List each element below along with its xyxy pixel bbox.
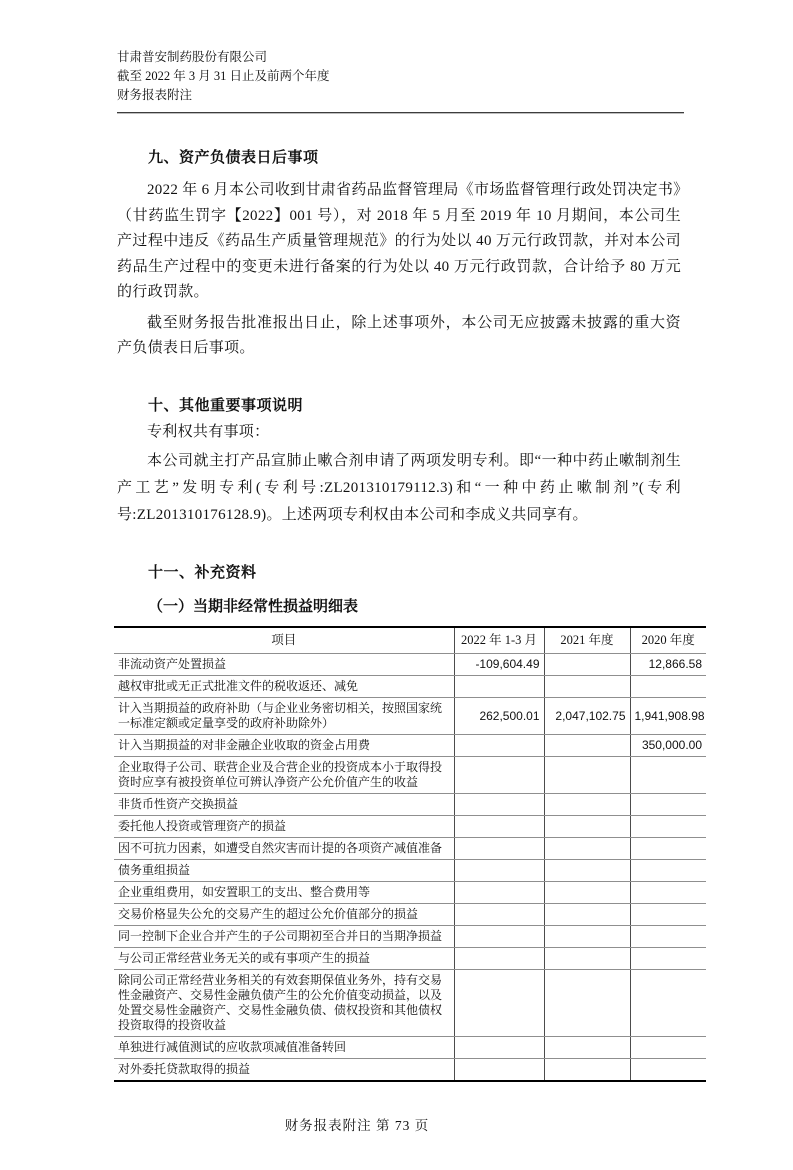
- table-row: [114, 838, 706, 860]
- table-row: [114, 757, 706, 794]
- value-2020-cell: [630, 926, 706, 948]
- value-2020-cell: [630, 1037, 706, 1059]
- value-2021-cell: [544, 860, 630, 882]
- value-2021-cell: [544, 882, 630, 904]
- value-2022-cell: -109,604.49: [454, 654, 544, 676]
- table-row: [114, 676, 706, 698]
- value-2021-cell: [544, 1037, 630, 1059]
- item-cell: 同一控制下企业合并产生的子公司期初至合并日的当期净损益: [114, 926, 454, 948]
- value-2022-cell: [454, 882, 544, 904]
- document-header: [117, 48, 684, 105]
- item-cell: 对外委托贷款取得的损益: [114, 1059, 454, 1082]
- value-2020-cell: 12,866.58: [630, 654, 706, 676]
- report-period: 截至 2022 年 3 月 31 日止及前两个年度: [117, 69, 330, 83]
- value-2021-cell: [544, 970, 630, 1037]
- value-2020-cell: [630, 860, 706, 882]
- column-header-2020: 2020 年度: [630, 627, 706, 654]
- value-2022-cell: [454, 1059, 544, 1082]
- item-cell: 除同公司正常经营业务相关的有效套期保值业务外，持有交易性金融资产、交易性金融负债产生的公允价值变动损益，以及处置交易性金融资产、交易性金融负债、债权投资和其他债权投资取得的投资收益: [114, 970, 454, 1037]
- value-2020-cell: [630, 1059, 706, 1082]
- value-2020-cell: [630, 970, 706, 1037]
- value-2021-cell: [544, 676, 630, 698]
- value-2021-cell: [544, 735, 630, 757]
- patent-sharing-label: 专利权共有事项：: [147, 423, 270, 440]
- value-2022-cell: [454, 816, 544, 838]
- doc-title: 财务报表附注: [117, 88, 193, 102]
- item-cell: 越权审批或无正式批准文件的税收返还、减免: [114, 676, 454, 698]
- item-cell: 债务重组损益: [114, 860, 454, 882]
- item-cell: 企业重组费用，如安置职工的支出、整合费用等: [114, 882, 454, 904]
- item-cell: 委托他人投资或管理资产的损益: [114, 816, 454, 838]
- table-row: [114, 860, 706, 882]
- company-name: 甘肃普安制药股份有限公司: [117, 50, 268, 64]
- table-row: [114, 904, 706, 926]
- value-2022-cell: [454, 757, 544, 794]
- section-9-paragraph-penalty: 2022 年 6 月本公司收到甘肃省药品监督管理局《市场监督管理行政处罚决定书》（甘药监生罚字【2022】001 号），对 2018 年 5 月至 2019 年 10 月期间，本公司生产过程中违反《药品生产质量管理规范》的行为处以 40 万元行政罚款，并对本公司药品生产过程中的变更未进行备案的行为处以 40 万元行政罚款，合计给予 80 万元的行政罚款。: [117, 182, 681, 300]
- value-2022-cell: [454, 676, 544, 698]
- value-2022-cell: [454, 1037, 544, 1059]
- value-2021-cell: [544, 948, 630, 970]
- column-header-2021: 2021 年度: [544, 627, 630, 654]
- item-cell: 与公司正常经营业务无关的或有事项产生的损益: [114, 948, 454, 970]
- value-2021-cell: [544, 904, 630, 926]
- table-row: [114, 882, 706, 904]
- table-row: [114, 654, 706, 676]
- item-cell: 企业取得子公司、联营企业及合营企业的投资成本小于取得投资时应享有被投资单位可辨认净资产公允价值产生的收益: [114, 757, 454, 794]
- table-row: [114, 794, 706, 816]
- value-2022-cell: [454, 860, 544, 882]
- item-cell: 交易价格显失公允的交易产生的超过公允价值部分的损益: [114, 904, 454, 926]
- value-2021-cell: [544, 1059, 630, 1082]
- value-2021-cell: 2,047,102.75: [544, 698, 630, 735]
- value-2022-cell: [454, 926, 544, 948]
- value-2020-cell: [630, 816, 706, 838]
- value-2022-cell: [454, 735, 544, 757]
- section-9-paragraph-no-other-events: 截至财务报告批准报出日止，除上述事项外，本公司无应披露未披露的重大资产负债表日后事项。: [117, 314, 681, 356]
- patent-paragraph: 本公司就主打产品宣肺止嗽合剂申请了两项发明专利。即“一种中药止嗽制剂生产工艺”发明专利(专利号:ZL201310179112.3)和“一种中药止嗽制剂”(专利号:ZL201310176128.9)。上述两项专利权由本公司和李成义共同享有。: [117, 453, 681, 523]
- document-page: [0, 48, 793, 1170]
- item-cell: 非流动资产处置损益: [114, 654, 454, 676]
- value-2022-cell: [454, 904, 544, 926]
- column-header-2022q1: 2022 年 1-3 月: [454, 627, 544, 654]
- table-header-row: [114, 627, 706, 654]
- value-2022-cell: [454, 794, 544, 816]
- header-divider-rule: [117, 112, 684, 114]
- value-2020-cell: 1,941,908.98: [630, 698, 706, 735]
- value-2021-cell: [544, 757, 630, 794]
- table-row: [114, 1037, 706, 1059]
- page-footer: 财务报表附注 第 73 页: [284, 1118, 430, 1133]
- value-2022-cell: [454, 948, 544, 970]
- section-10-title: 十、其他重要事项说明: [148, 397, 304, 414]
- value-2020-cell: 350,000.00: [630, 735, 706, 757]
- item-cell: 非货币性资产交换损益: [114, 794, 454, 816]
- column-header-item: 项目: [114, 627, 454, 654]
- value-2020-cell: [630, 757, 706, 794]
- table-row: [114, 926, 706, 948]
- item-cell: 因不可抗力因素，如遭受自然灾害而计提的各项资产减值准备: [114, 838, 454, 860]
- value-2021-cell: [544, 816, 630, 838]
- value-2020-cell: [630, 676, 706, 698]
- value-2020-cell: [630, 904, 706, 926]
- value-2022-cell: [454, 970, 544, 1037]
- value-2021-cell: [544, 926, 630, 948]
- table-row: [114, 1059, 706, 1082]
- value-2020-cell: [630, 794, 706, 816]
- value-2021-cell: [544, 654, 630, 676]
- table-row: [114, 948, 706, 970]
- table-row: [114, 735, 706, 757]
- value-2020-cell: [630, 838, 706, 860]
- section-9-title: 九、资产负债表日后事项: [148, 150, 319, 166]
- value-2022-cell: [454, 838, 544, 860]
- table-row: [114, 698, 706, 735]
- value-2021-cell: [544, 794, 630, 816]
- item-cell: 单独进行减值测试的应收款项减值准备转回: [114, 1037, 454, 1059]
- table-row: [114, 816, 706, 838]
- table-row: [114, 970, 706, 1037]
- value-2020-cell: [630, 882, 706, 904]
- nonrecurring-gains-losses-table: [114, 626, 706, 1082]
- section-11-title: 十一、补充资料: [148, 565, 257, 581]
- item-cell: 计入当期损益的政府补助（与企业业务密切相关，按照国家统一标准定额或定量享受的政府补助除外）: [114, 698, 454, 735]
- value-2021-cell: [544, 838, 630, 860]
- item-cell: 计入当期损益的对非金融企业收取的资金占用费: [114, 735, 454, 757]
- nonrecurring-table-caption: （一）当期非经常性损益明细表: [148, 599, 359, 615]
- value-2020-cell: [630, 948, 706, 970]
- value-2022-cell: 262,500.01: [454, 698, 544, 735]
